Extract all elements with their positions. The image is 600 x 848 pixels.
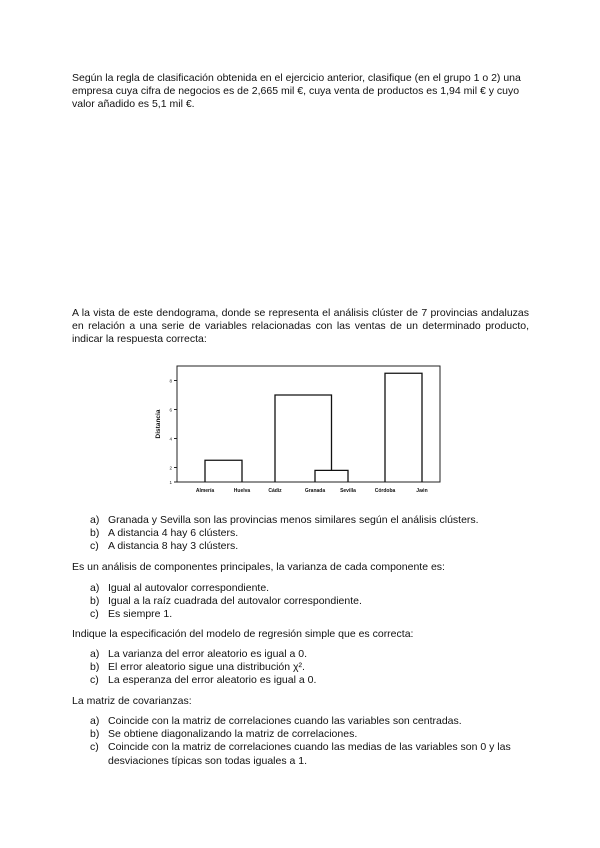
option-item[interactable]: b) Igual a la raíz cuadrada del autovalor correspondiente.	[90, 595, 362, 608]
y-tick-label: 8	[169, 378, 172, 384]
question-1-text: Según la regla de clasificación obtenida en el ejercicio anterior, clasifique (en el grupo 1 o 2) una empresa cuya cifra de negocios es de 2,665 mil €, cuya venta de productos es 1,94 mil € y cuyo valor añadido es 5,1 mil €.	[72, 72, 521, 110]
question-5-text: La matriz de covarianzas:	[72, 695, 192, 707]
y-tick-label: 1	[169, 480, 172, 485]
option-item[interactable]: c) La esperanza del error aleatorio es igual a 0.	[90, 674, 317, 687]
dendrogram-chart	[150, 360, 450, 500]
option-item[interactable]: a) Igual al autovalor correspondiente.	[90, 582, 270, 594]
dendrogram-link	[205, 460, 242, 482]
option-item[interactable]: c) Coincide con la matriz de correlaciones cuando las medias de las variables son 0 y las desviaciones típicas son todas iguales a 1.	[90, 741, 511, 767]
y-tick-label: 6	[169, 407, 172, 413]
leaf-label: Córdoba	[374, 488, 396, 494]
y-tick-label: 2	[169, 465, 172, 471]
option-item[interactable]: a) Granada y Sevilla son las provincias menos similares según el análisis clústers.	[90, 514, 479, 526]
question-3-options	[90, 582, 530, 622]
option-item[interactable]: b) A distancia 4 hay 6 clústers.	[90, 527, 239, 540]
dendrogram-link	[315, 470, 348, 482]
option-item[interactable]: c) Es siempre 1.	[90, 608, 173, 621]
question-2-options	[90, 514, 530, 554]
question-5-options	[90, 715, 530, 768]
leaf-label: Huelva	[233, 488, 251, 494]
y-tick-label: 4	[169, 436, 172, 442]
option-item[interactable]: c) A distancia 8 hay 3 clústers.	[90, 540, 239, 553]
leaf-label: Jaén	[416, 488, 428, 494]
dendrogram-link	[385, 373, 422, 482]
option-item[interactable]: b) El error aleatorio sigue una distribución χ².	[90, 661, 305, 674]
option-item[interactable]: a) La varianza del error aleatorio es igual a 0.	[90, 648, 308, 660]
option-item[interactable]: a) Coincide con la matriz de correlaciones cuando las variables son centradas.	[90, 715, 462, 727]
y-axis-label: Distancia	[155, 409, 162, 439]
option-item[interactable]: b) Se obtiene diagonalizando la matriz de correlaciones.	[90, 728, 358, 741]
plot-frame	[177, 366, 440, 482]
leaf-label: Sevilla	[340, 488, 356, 494]
leaf-label: Almería	[195, 488, 215, 494]
question-4-options	[90, 648, 530, 688]
dendrogram-link	[275, 395, 332, 482]
question-3-text: Es un análisis de componentes principales, la varianza de cada componente es:	[72, 561, 445, 573]
question-4-text: Indique la especificación del modelo de regresión simple que es correcta:	[72, 628, 414, 640]
leaf-label: Cádiz	[268, 488, 282, 494]
leaf-label: Granada	[304, 488, 326, 494]
question-2-text: A la vista de este dendograma, donde se representa el análisis clúster de 7 provincias andaluzas en relación a una serie de variables relacionadas con las ventas de un determinado producto, indicar la respuesta correcta:	[72, 307, 529, 345]
